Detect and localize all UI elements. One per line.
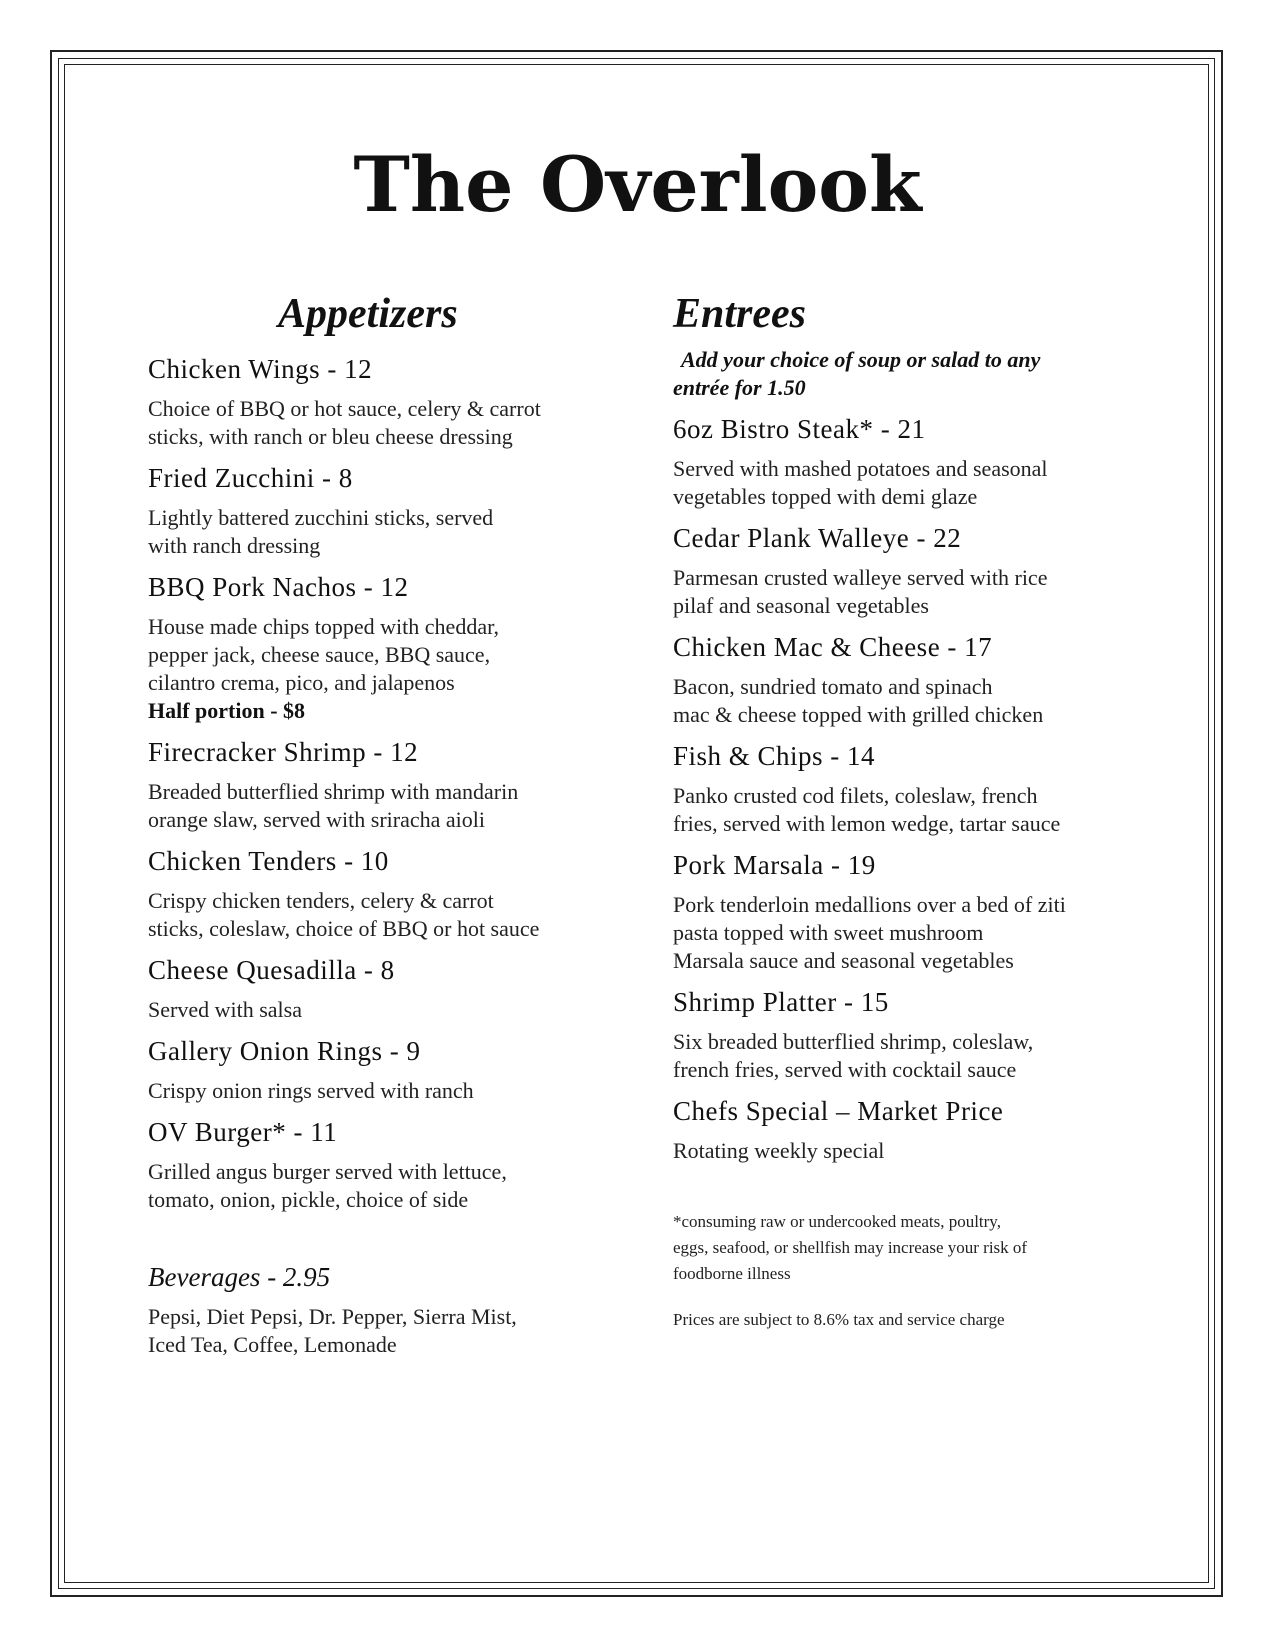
desc-line: fries, served with lemon wedge, tartar sauce (673, 811, 1061, 836)
footnote-line: eggs, seafood, or shellfish may increase your risk of (673, 1238, 1028, 1257)
item-description (148, 504, 598, 560)
item-name: Cheese Quesadilla - 8 (148, 955, 395, 985)
desc-line: Marsala sauce and seasonal vegetables (673, 948, 1014, 973)
desc-line: Served with salsa (148, 997, 302, 1022)
item-name: Shrimp Platter - 15 (673, 987, 889, 1017)
item-name: Chicken Wings - 12 (148, 354, 373, 384)
item-name: Gallery Onion Rings - 9 (148, 1036, 421, 1066)
desc-line: orange slaw, served with sriracha aioli (148, 807, 486, 832)
item-description (673, 891, 1143, 975)
menu-item (148, 953, 598, 1024)
menu-item (673, 630, 1143, 729)
appetizers-column (148, 290, 598, 1369)
menu-item (673, 848, 1143, 975)
desc-line: pilaf and seasonal vegetables (673, 593, 929, 618)
menu-item (148, 570, 598, 725)
desc-line: Rotating weekly special (673, 1138, 885, 1163)
item-name: BBQ Pork Nachos - 12 (148, 572, 409, 602)
menu-item (148, 1034, 598, 1105)
item-description (148, 778, 598, 834)
item-description (673, 564, 1143, 620)
soup-salad-note (673, 346, 1143, 402)
item-name: Fish & Chips - 14 (673, 741, 876, 771)
desc-line: with ranch dressing (148, 533, 321, 558)
desc-line: Iced Tea, Coffee, Lemonade (148, 1332, 397, 1357)
menu-item (673, 739, 1143, 838)
beverages-title: Beverages - 2.95 (148, 1262, 331, 1292)
desc-line: french fries, served with cocktail sauce (673, 1057, 1017, 1082)
desc-line: Breaded butterflied shrimp with mandarin (148, 779, 519, 804)
beverages-section (148, 1260, 598, 1359)
footnote-line: *consuming raw or undercooked meats, poultry, (673, 1212, 1001, 1231)
item-name: Chefs Special – Market Price (673, 1096, 1004, 1126)
menu-item (148, 352, 598, 451)
beverages-list (148, 1303, 598, 1359)
item-description (673, 1028, 1143, 1084)
item-description (673, 455, 1143, 511)
desc-line: Pepsi, Diet Pepsi, Dr. Pepper, Sierra Mist, (148, 1304, 517, 1329)
note-line: Add your choice of soup or salad to any (681, 347, 1041, 372)
footnote-line: foodborne illness (673, 1264, 791, 1283)
menu-item (148, 735, 598, 834)
menu-item (673, 412, 1143, 511)
desc-line: Lightly battered zucchini sticks, served (148, 505, 494, 530)
raw-food-warning (673, 1209, 1093, 1287)
menu-item (673, 1094, 1143, 1165)
desc-line: Crispy chicken tenders, celery & carrot (148, 888, 494, 913)
menu-item (673, 521, 1143, 620)
desc-line: Panko crusted cod filets, coleslaw, french (673, 783, 1038, 808)
desc-line: pasta topped with sweet mushroom (673, 920, 984, 945)
item-description (148, 1158, 598, 1214)
item-name: Fried Zucchini - 8 (148, 463, 353, 493)
menu-item (673, 985, 1143, 1084)
menu-item (148, 461, 598, 560)
restaurant-title: The Overlook (353, 140, 922, 229)
desc-line: Crispy onion rings served with ranch (148, 1078, 474, 1103)
item-name: Pork Marsala - 19 (673, 850, 876, 880)
desc-line: pepper jack, cheese sauce, BBQ sauce, (148, 642, 491, 667)
desc-line: Parmesan crusted walleye served with rice (673, 565, 1048, 590)
item-description (148, 887, 598, 943)
note-line: entrée for 1.50 (673, 375, 806, 400)
item-name: Firecracker Shrimp - 12 (148, 737, 419, 767)
desc-line: Six breaded butterflied shrimp, coleslaw, (673, 1029, 1034, 1054)
desc-line: Choice of BBQ or hot sauce, celery & carrot (148, 396, 541, 421)
item-description (148, 613, 598, 725)
item-description (673, 673, 1143, 729)
desc-line: Grilled angus burger served with lettuce, (148, 1159, 507, 1184)
desc-line: cilantro crema, pico, and jalapenos (148, 670, 455, 695)
desc-line: mac & cheese topped with grilled chicken (673, 702, 1044, 727)
item-name: OV Burger* - 11 (148, 1117, 338, 1147)
item-description (148, 1077, 598, 1105)
item-description (148, 996, 598, 1024)
item-description (673, 782, 1143, 838)
desc-line: House made chips topped with cheddar, (148, 614, 500, 639)
menu-item (148, 844, 598, 943)
desc-line: tomato, onion, pickle, choice of side (148, 1187, 469, 1212)
appetizers-heading: Appetizers (278, 291, 458, 337)
desc-line: Bacon, sundried tomato and spinach (673, 674, 993, 699)
desc-line: Served with mashed potatoes and seasonal (673, 456, 1048, 481)
item-description (673, 1137, 1143, 1165)
entrees-column (673, 290, 1143, 1333)
menu-item (148, 1115, 598, 1214)
tax-note: Prices are subject to 8.6% tax and service charge (673, 1310, 1005, 1329)
half-portion-price: Half portion - $8 (148, 698, 306, 723)
item-name: Chicken Tenders - 10 (148, 846, 389, 876)
desc-line: vegetables topped with demi glaze (673, 484, 978, 509)
desc-line: Pork tenderloin medallions over a bed of ziti (673, 892, 1066, 917)
item-description (148, 395, 598, 451)
desc-line: sticks, with ranch or bleu cheese dressing (148, 424, 513, 449)
item-name: 6oz Bistro Steak* - 21 (673, 414, 926, 444)
desc-line: sticks, coleslaw, choice of BBQ or hot sauce (148, 916, 540, 941)
entrees-heading: Entrees (673, 291, 807, 337)
item-name: Chicken Mac & Cheese - 17 (673, 632, 993, 662)
item-name: Cedar Plank Walleye - 22 (673, 523, 962, 553)
